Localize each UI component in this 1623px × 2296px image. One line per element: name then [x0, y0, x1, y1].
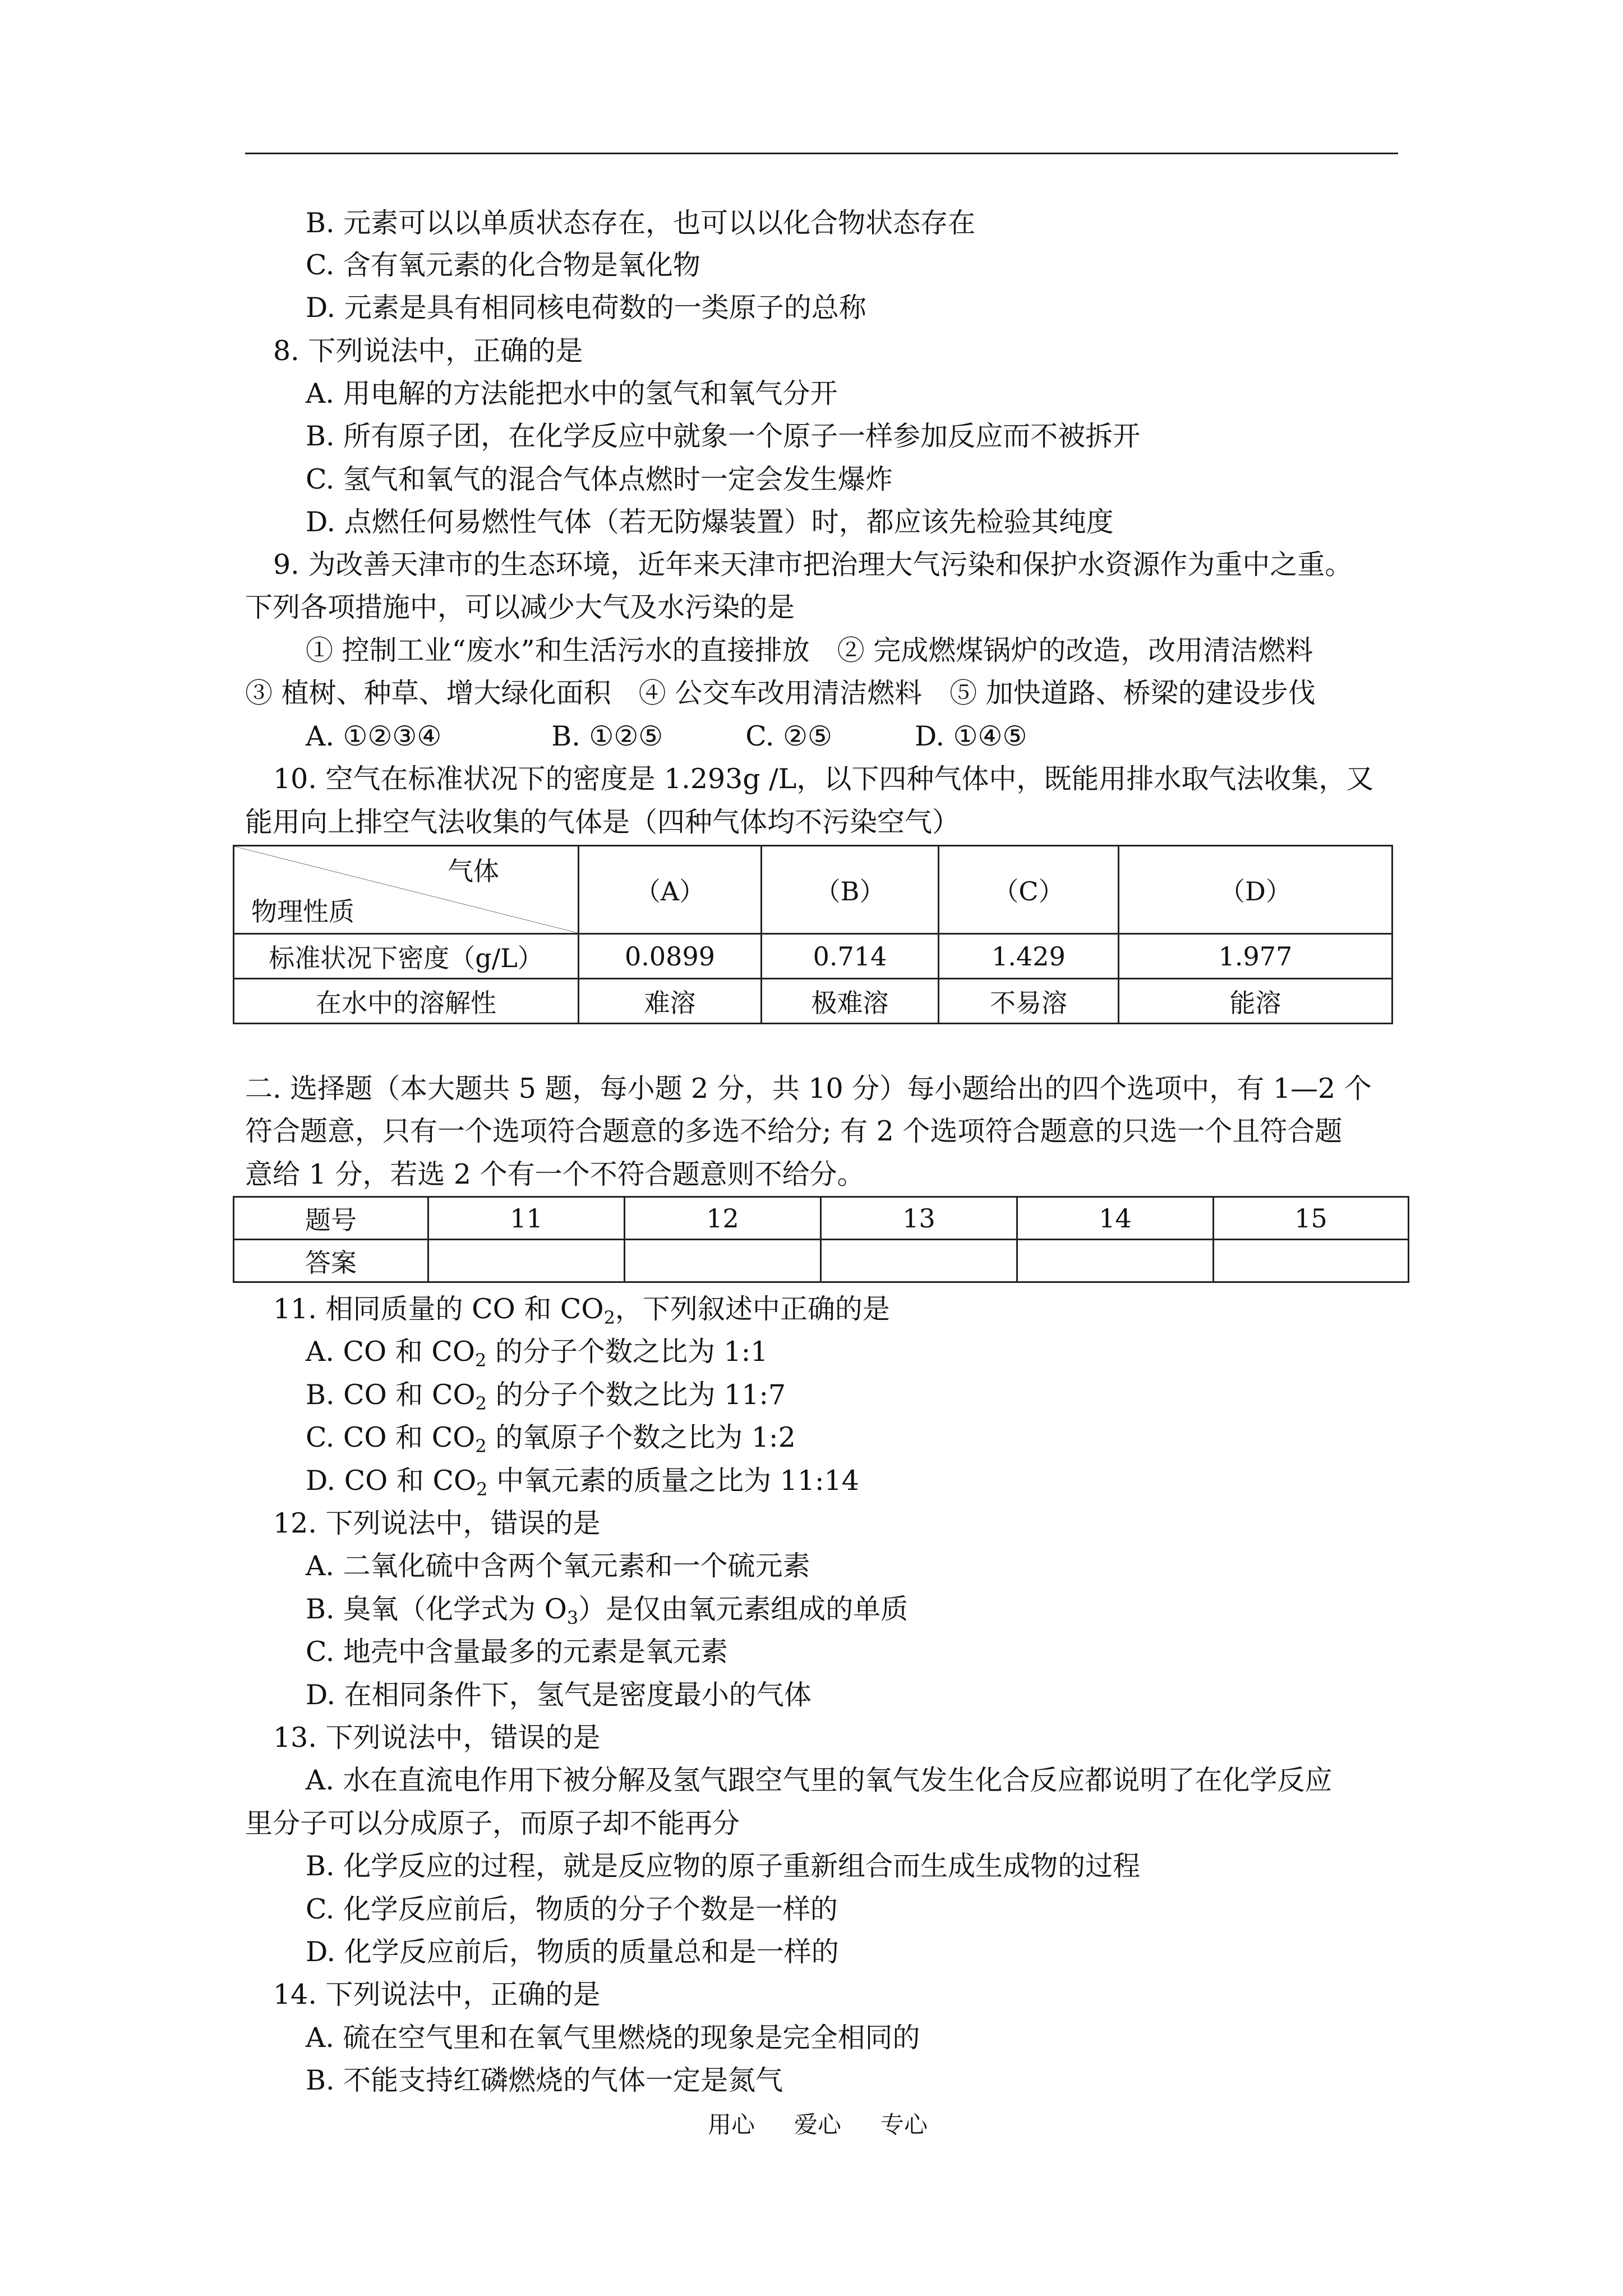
table-row: [234, 1240, 1409, 1282]
option-line: B. 不能支持红磷燃烧的气体一定是氮气: [306, 2064, 783, 2096]
subscript: 2: [475, 1435, 487, 1457]
answer-cell[interactable]: [821, 1240, 1017, 1282]
subscript: 2: [603, 1307, 615, 1328]
footer-word: 爱心: [794, 2111, 842, 2138]
option-line: A. 水在直流电作用下被分解及氢气跟空气里的氧气发生化合反应都说明了在化学反应: [306, 1764, 1332, 1796]
option-line: 里分子可以分成原子，而原子却不能再分: [245, 1807, 740, 1839]
header-property-label: 物理性质: [251, 896, 354, 927]
text: A. CO 和 CO: [306, 1336, 476, 1368]
column-header: （C）: [939, 846, 1119, 934]
question-stem: [273, 1292, 890, 1335]
answer-cell[interactable]: [625, 1240, 821, 1282]
text: C. CO 和 CO: [306, 1421, 476, 1453]
table-cell: 0.714: [762, 934, 939, 979]
question-number: 12: [625, 1197, 821, 1240]
option-line: [306, 1378, 786, 1420]
option-line: C. 含有氧元素的化合物是氧化物: [306, 249, 700, 281]
header-rule: [245, 153, 1398, 154]
table-cell: 不易溶: [939, 979, 1119, 1024]
measure-line: ① 控制工业“废水”和生活污水的直接排放 ② 完成燃煤锅炉的改造，改用清洁燃料: [306, 634, 1313, 666]
table-cell: 极难溶: [762, 979, 939, 1024]
option-line: [306, 1593, 908, 1635]
question-number: 13: [821, 1197, 1017, 1240]
subscript: 3: [566, 1607, 579, 1628]
section-instructions: 意给 1 分，若选 2 个有一个不符合题意则不给分。: [245, 1158, 865, 1190]
text: B. CO 和 CO: [306, 1379, 476, 1411]
table-cell: 难溶: [579, 979, 762, 1024]
option-line: A. 用电解的方法能把水中的氢气和氧气分开: [306, 378, 838, 409]
section-instructions: 符合题意，只有一个选项符合题意的多选不给分; 有 2 个选项符合题意的只选一个且符合题: [245, 1115, 1343, 1147]
answer-cell[interactable]: [1017, 1240, 1214, 1282]
text: 11. 相同质量的 CO 和 CO: [273, 1293, 604, 1325]
subscript: 2: [475, 1393, 487, 1414]
text: 的分子个数之比为 1:1: [486, 1336, 768, 1368]
table-row: [234, 934, 1393, 979]
diagonal-header-cell: [234, 846, 579, 934]
question-stem: 10. 空气在标准状况下的密度是 1.293g /L，以下四种气体中，既能用排水取气法收集，又: [273, 763, 1374, 795]
footer-word: 专心: [880, 2111, 928, 2138]
option-line: C. 氢气和氧气的混合气体点燃时一定会发生爆炸: [306, 463, 893, 495]
question-number: 11: [428, 1197, 625, 1240]
option-line: B. 所有原子团，在化学反应中就象一个原子一样参加反应而不被拆开: [306, 420, 1141, 452]
question-number: 15: [1214, 1197, 1409, 1240]
column-header: （A）: [579, 846, 762, 934]
question-number: 14: [1017, 1197, 1214, 1240]
text: 的氧原子个数之比为 1:2: [486, 1421, 796, 1453]
text: 中氧元素的质量之比为 11:14: [487, 1465, 859, 1497]
row-label: 标准状况下密度（g/L）: [234, 934, 579, 979]
section-instructions: 二. 选择题（本大题共 5 题，每小题 2 分，共 10 分）每小题给出的四个选项中，有 1—2 个: [245, 1073, 1372, 1105]
question-stem: 13. 下列说法中，错误的是: [273, 1722, 601, 1754]
gas-properties-table: [233, 845, 1393, 1024]
table-cell: 1.429: [939, 934, 1119, 979]
column-header: （D）: [1119, 846, 1393, 934]
option-line: [306, 1464, 859, 1506]
page-footer: [708, 2106, 967, 2140]
question-stem: 能用向上排空气法收集的气体是（四种气体均不污染空气）: [245, 806, 960, 838]
answer-table: [233, 1196, 1409, 1283]
table-cell: 1.977: [1119, 934, 1393, 979]
question-stem: 下列各项措施中，可以减少大气及水污染的是: [245, 591, 795, 623]
option-line: D. 在相同条件下，氢气是密度最小的气体: [306, 1679, 811, 1711]
option-line: B. 元素可以以单质状态存在，也可以以化合物状态存在: [306, 207, 976, 239]
option-line: C. 化学反应前后，物质的分子个数是一样的: [306, 1893, 838, 1925]
measure-line: ③ 植树、种草、增大绿化面积 ④ 公交车改用清洁燃料 ⑤ 加快道路、桥梁的建设步伐: [245, 677, 1316, 709]
row-label: 答案: [234, 1240, 428, 1282]
table-row: [234, 979, 1393, 1024]
row-label: 在水中的溶解性: [234, 979, 579, 1024]
text: ，下列叙述中正确的是: [615, 1293, 890, 1325]
option-line: [306, 1335, 768, 1377]
question-stem: 14. 下列说法中，正确的是: [273, 1978, 601, 2010]
option-line: B. 化学反应的过程，就是反应物的原子重新组合而生成生成物的过程: [306, 1850, 1141, 1882]
option-line: C. 地壳中含量最多的元素是氧元素: [306, 1636, 728, 1668]
footer-word: 用心: [708, 2111, 755, 2138]
question-stem: 9. 为改善天津市的生态环境，近年来天津市把治理大气污染和保护水资源作为重中之重。: [273, 549, 1353, 581]
text: ）是仅由氧元素组成的单质: [578, 1593, 909, 1625]
answer-cell[interactable]: [428, 1240, 625, 1282]
subscript: 2: [475, 1350, 487, 1371]
header-gas-label: 气体: [448, 856, 499, 886]
option-line: A. 硫在空气里和在氧气里燃烧的现象是完全相同的: [306, 2022, 920, 2054]
text: 的分子个数之比为 11:7: [487, 1379, 786, 1411]
option-line: A. 二氧化硫中含两个氧元素和一个硫元素: [306, 1550, 810, 1582]
option-line: D. 化学反应前后，物质的质量总和是一样的: [306, 1936, 839, 1968]
option-line: D. 点燃任何易燃性气体（若无防爆装置）时，都应该先检验其纯度: [306, 506, 1114, 538]
question-stem: 8. 下列说法中，正确的是: [273, 335, 583, 367]
table-row: [234, 1197, 1409, 1240]
subscript: 2: [476, 1479, 488, 1500]
text: B. 臭氧（化学式为 O: [306, 1593, 567, 1625]
text: D. CO 和 CO: [306, 1465, 477, 1497]
option-line: [306, 1421, 796, 1463]
option-line: D. 元素是具有相同核电荷数的一类原子的总称: [306, 292, 866, 324]
row-label: 题号: [234, 1197, 428, 1240]
column-header: （B）: [762, 846, 939, 934]
question-stem: 12. 下列说法中，错误的是: [273, 1507, 601, 1539]
option-line: A. ①②③④ B. ①②⑤ C. ②⑤ D. ①④⑤: [306, 720, 1027, 752]
answer-cell[interactable]: [1214, 1240, 1409, 1282]
table-cell: 0.0899: [579, 934, 762, 979]
table-cell: 能溶: [1119, 979, 1393, 1024]
